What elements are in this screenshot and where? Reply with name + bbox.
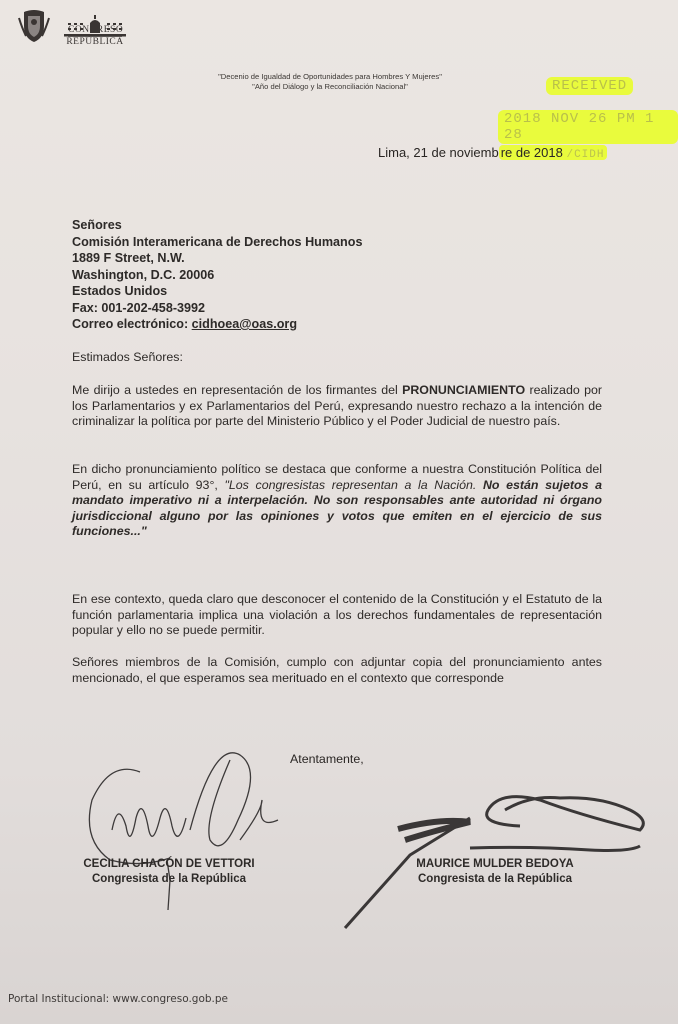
email-label: Correo electrónico:	[72, 317, 192, 331]
recipient-salutation: Señores	[72, 218, 122, 232]
peru-coat-of-arms-icon	[16, 8, 52, 44]
p2-text: En dicho pronunciamiento político se destaca que conforme a nuestra Constitución Política del Perú, en su artículo 93°,	[72, 462, 602, 492]
recipient-email-line	[72, 316, 362, 333]
recipient-street: 1889 F Street, N.W.	[72, 251, 185, 265]
paragraph-4: Señores miembros de la Comisión, cumplo con adjuntar copia del pronunciamiento antes mencionado, el que esperamos sea merituado en el contexto que corresponde	[72, 655, 602, 685]
date-text: Lima, 21 de noviemb	[378, 145, 499, 160]
paragraph-1	[72, 383, 602, 430]
p2-italic: "Los congresistas representan a la Nación.	[224, 477, 483, 492]
institution-line2: REPÚBLICA	[66, 37, 124, 47]
motto-line1: "Decenio de Igualdad de Oportunidades para Hombres Y Mujeres"	[218, 72, 442, 81]
signatory-1	[64, 857, 274, 887]
signatory-2	[395, 857, 595, 887]
p2-bold-italic: No están sujetos a mandato imperativo ni a interpelación. No son responsables ante autoridad ni órgano jurisdiccional alguno por las opiniones y votos que emiten en el ejercicio de sus funciones..."	[72, 477, 603, 539]
motto-line2: "Año del Diálogo y la Reconciliación Nacional"	[252, 82, 408, 91]
closing: Atentamente,	[290, 752, 364, 766]
p1-text: Me dirijo a ustedes en representación de los firmantes del	[72, 383, 403, 397]
recipient-country: Estados Unidos	[72, 284, 168, 298]
signatory-1-name: CECILIA CHACÓN DE VETTORI	[83, 858, 255, 870]
signatory-1-title: Congresista de la República	[91, 873, 246, 885]
received-stamp-datetime: 2018 NOV 26 PM 1 28	[498, 110, 678, 144]
stamp-org: /CIDH	[566, 149, 605, 161]
letter-date	[378, 145, 607, 161]
recipient-address	[72, 217, 362, 333]
recipient-city: Washington, D.C. 20006	[72, 267, 215, 282]
paragraph-3: En ese contexto, queda claro que desconocer el contenido de la Constitución y el Estatuto de la función parlamentaria implica una violación a los derechos fundamentales de representación popular y ello no se puede permitir.	[72, 592, 602, 638]
p1-text-end: realizado por los Parlamentarios y ex Parlamentarios del Perú, expresando nuestro rechazo a la intención de criminalizar la política por parte del Ministerio Público y el Poder Judicial de nuestro país.	[72, 383, 602, 429]
footer-portal: Portal Institucional: www.congreso.gob.pe	[8, 993, 228, 1005]
email-link[interactable]: cidhoea@oas.org	[191, 317, 298, 331]
date-highlighted	[499, 145, 607, 160]
received-stamp: RECEIVED	[546, 77, 633, 95]
recipient-fax: Fax: 001-202-458-3992	[72, 300, 206, 315]
date-highlighted-text: re de 2018	[500, 145, 563, 160]
p1-bold: PRONUNCIAMIENTO	[402, 383, 526, 397]
letterhead-motto	[160, 72, 500, 92]
signatory-2-name: MAURICE MULDER BEDOYA	[416, 858, 574, 870]
institution-line1: CONGRESO	[68, 25, 124, 35]
signatory-2-title: Congresista de la República	[417, 873, 572, 885]
paragraph-2	[72, 462, 602, 540]
recipient-organization: Comisión Interamericana de Derechos Humanos	[72, 234, 363, 249]
greeting: Estimados Señores:	[72, 350, 183, 364]
institution-name	[62, 25, 128, 48]
